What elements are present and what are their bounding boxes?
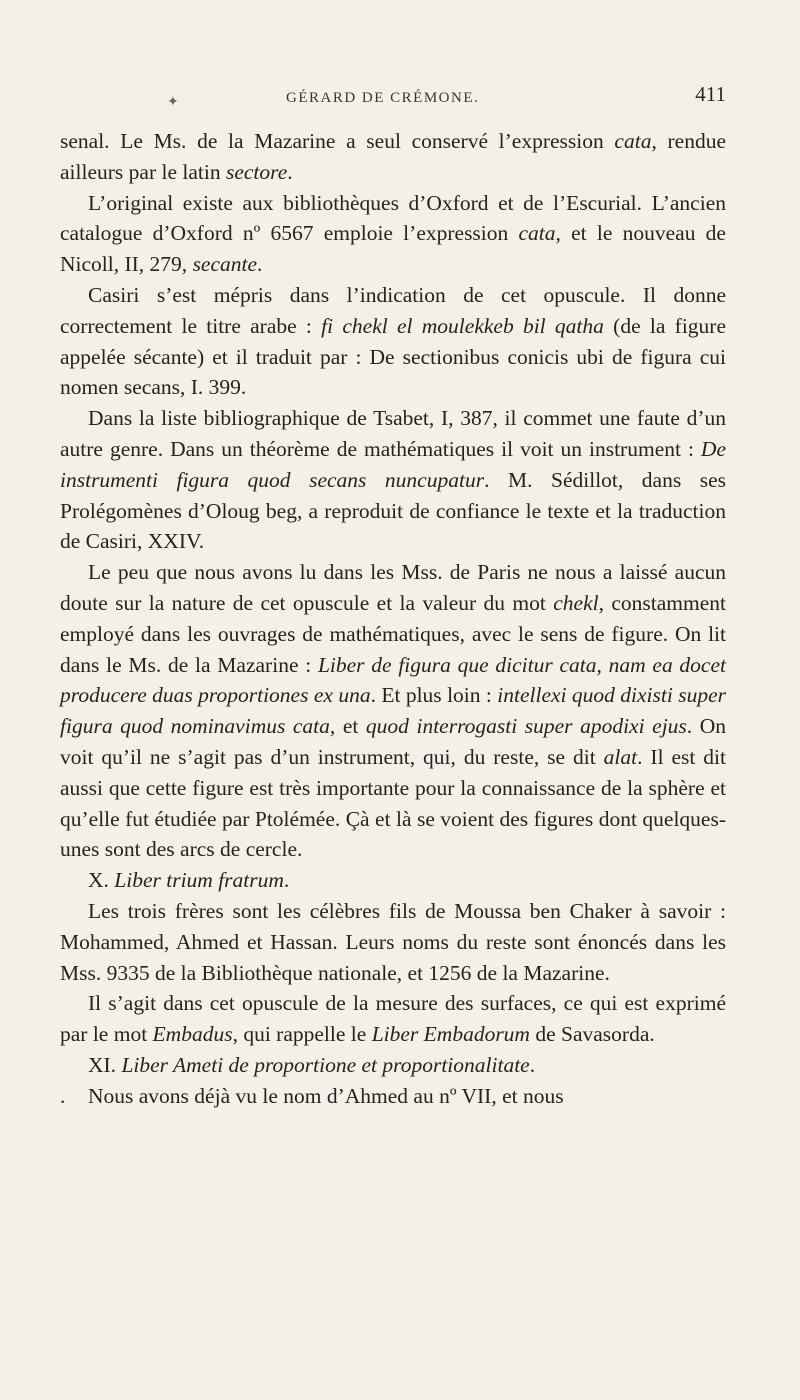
text-run: . Il est dit aussi que cette figure est très importante pour la connaissance de la sphère et qu’elle fut étudiée par Ptolémée. Çà et là se voient des figures dont quelques-unes sont des arcs de cercle.: [60, 744, 727, 862]
text-run: , qui rappelle le: [232, 1022, 372, 1047]
italic-text: Liber de figura que dicitur cata, nam ea docet producere duas proportiones ex una: [60, 652, 726, 708]
text-run: . Et plus loin :: [370, 683, 498, 708]
text-run: , et: [329, 714, 366, 739]
italic-text: quod interrogasti super apodixi ejus: [365, 714, 687, 739]
paragraph: [60, 280, 726, 403]
text-run: X.: [88, 868, 115, 893]
text-run: Il s’agit dans cet opuscule de la mesure des surfaces, ce qui est exprimé par le mot: [60, 991, 726, 1047]
paragraph: [60, 988, 726, 1050]
text-run: .: [257, 252, 263, 277]
italic-text: Embadus: [152, 1022, 233, 1047]
page-body-text: [60, 126, 726, 1112]
text-run: Dans la liste bibliographique de Tsabet, I, 387, il commet une faute d’un autre genre. Dans un théorème de mathématiques il voit un instrument :: [60, 406, 726, 461]
paragraph: [60, 1081, 726, 1112]
text-run: . M. Sédillot, dans ses Prolégomènes d’Oloug beg, a reproduit de confiance le texte et la traduction de Casiri, XXIV.: [60, 467, 727, 554]
text-run: Les trois frères sont les célèbres fils de Moussa ben Chaker à savoir : Mohammed, Ahmed et Hassan. Leurs noms du reste sont énoncés dans les Mss. 9335 de la Bibliothèque nationale, et 1256 de la Mazarine.: [60, 898, 726, 985]
text-run: , constamment employé dans les ouvrages de mathématiques, avec le sens de figure. On lit dans le Ms. de la Mazarine :: [60, 590, 726, 677]
italic-text: sectore: [225, 159, 288, 184]
paragraph: [60, 403, 726, 557]
text-run: Le peu que nous avons lu dans les Mss. de Paris ne nous a laissé aucun doute sur la nature de cet opuscule et la valeur du mot: [60, 560, 726, 615]
page-number: 411: [695, 82, 726, 106]
text-run: .: [283, 868, 290, 893]
italic-text: De instrumenti figura quod secans nuncupatur: [60, 436, 726, 492]
running-title: GÉRARD DE CRÉMONE.: [286, 90, 480, 106]
italic-text: Liber Ameti de proportione et proportionalitate: [121, 1052, 530, 1077]
italic-text: fi chekl el moulekkeb bil qatha: [321, 313, 604, 338]
text-run: .: [529, 1052, 536, 1077]
italic-text: cata: [614, 129, 652, 153]
paragraph: [60, 1050, 726, 1081]
text-run: L’original existe aux bibliothèques d’Oxford et de l’Escurial. L’ancien catalogue d’Oxford nº 6567 emploie l’expression: [60, 190, 726, 246]
text-run: Nous avons déjà vu le nom d’Ahmed au nº VII, et nous: [88, 1083, 564, 1108]
italic-text: cata: [518, 221, 556, 246]
stray-mark: .: [60, 1083, 66, 1108]
text-run: . On voit qu’il ne s’agit pas d’un instrument, qui, du reste, se dit: [60, 714, 726, 769]
italic-text: alat: [603, 744, 638, 769]
text-run: (de la figure appelée sécante) et il traduit par : De sectionibus conicis ubi de figura cui nomen secans, I. 399.: [60, 313, 726, 400]
paragraph: [60, 126, 726, 188]
paragraph: [60, 188, 726, 280]
text-run: Casiri s’est mépris dans l’indication de cet opuscule. Il donne correctement le titre arabe :: [60, 282, 726, 338]
ornament-mark: ✦: [167, 95, 179, 110]
italic-text: chekl: [553, 590, 599, 615]
text-run: XI.: [88, 1052, 122, 1077]
text-run: de Savasorda.: [529, 1022, 655, 1047]
italic-text: Liber Embadorum: [371, 1022, 530, 1047]
italic-text: secante: [192, 252, 258, 277]
text-run: , rendue ailleurs par le latin: [60, 129, 726, 184]
text-run: , et le nouveau de Nicoll, II, 279,: [60, 221, 726, 277]
text-run: .: [287, 159, 293, 184]
italic-text: intellexi quod dixisti super figura quod nominavimus cata: [60, 683, 727, 739]
paragraph: [60, 557, 726, 865]
page-header: [60, 82, 726, 112]
paragraph: [60, 865, 726, 896]
paragraph: [60, 896, 726, 988]
italic-text: Liber trium fratrum: [114, 868, 284, 893]
text-run: senal. Le Ms. de la Mazarine a seul conservé l’expression: [60, 129, 615, 153]
